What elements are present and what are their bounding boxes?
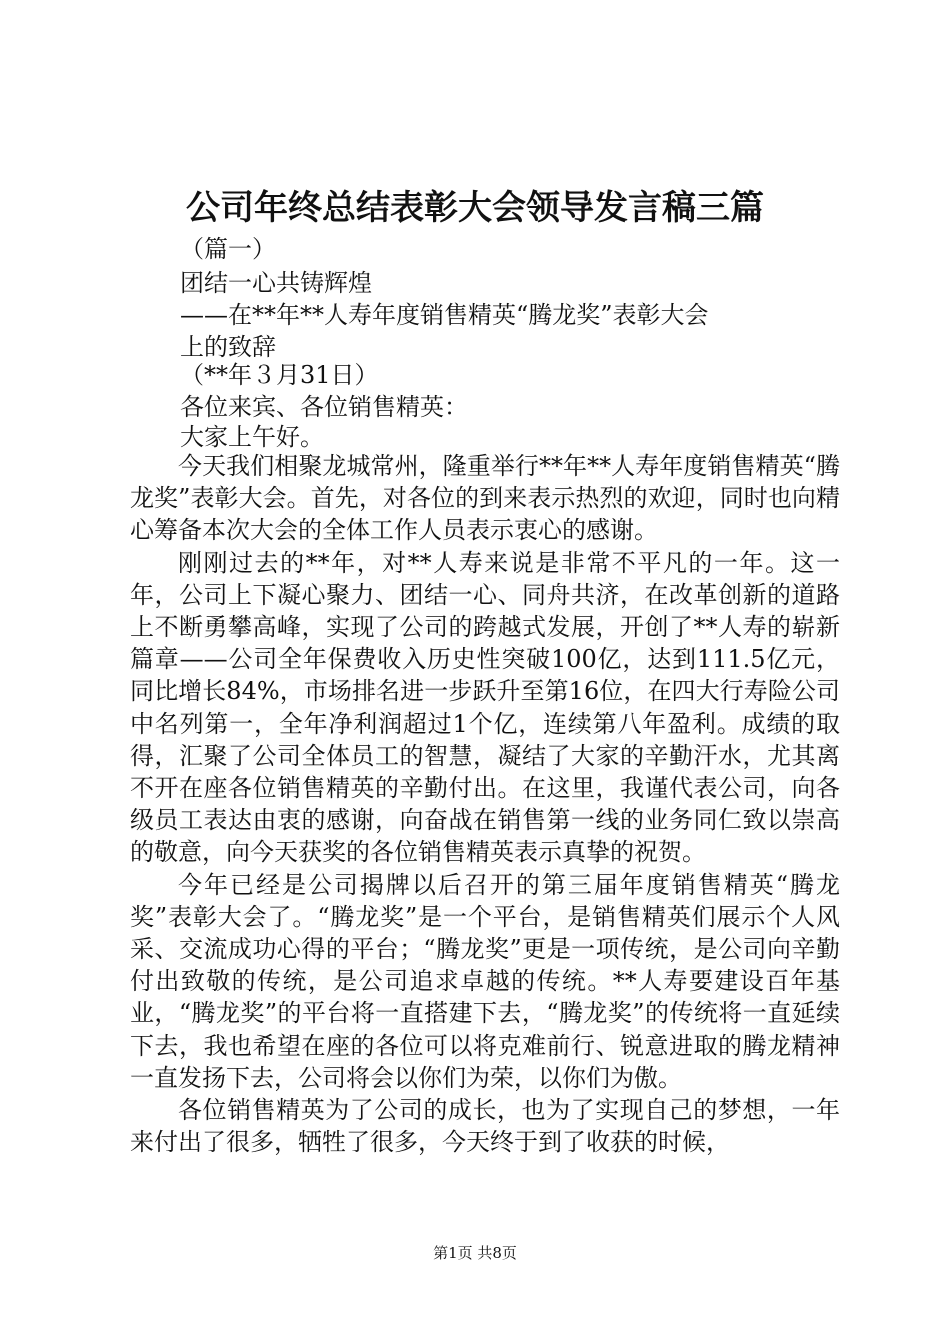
- salutation: 各位来宾、各位销售精英：: [180, 393, 468, 421]
- speech-title: 团结一心共铸辉煌: [180, 269, 372, 297]
- greeting: 大家上午好。: [180, 423, 324, 451]
- speech-subtitle-line-1: ——在**年**人寿年度销售精英“腾龙奖”表彰大会: [180, 301, 709, 329]
- paragraph: 今天我们相聚龙城常州，隆重举行**年**人寿年度销售精英“腾龙奖”表彰大会。首先，对各位的到来表示热烈的欢迎，同时也向精心筹备本次大会的全体工作人员表示衷心的感谢。: [130, 452, 840, 545]
- section-label: （篇一）: [180, 235, 276, 263]
- paragraph: 刚刚过去的**年，对**人寿来说是非常不平凡的一年。这一年，公司上下凝心聚力、团结一心、同舟共济，在改革创新的道路上不断勇攀高峰，实现了公司的跨越式发展，开创了**人寿的崭新篇章——公司全年保费收入历史性突破100亿，达到111.5亿元，同比增长84%，市场排名进一步跃升至第16位，在四大行寿险公司中名列第一，全年净利润超过1个亿，连续第八年盈利。成绩的取得，汇聚了公司全体员工的智慧，凝结了大家的辛勤汗水，尤其离不开在座各位销售精英的辛勤付出。在这里，我谨代表公司，向各级员工表达由衷的感谢，向奋战在销售第一线的业务同仁致以崇高的敬意，向今天获奖的各位销售精英表示真挚的祝贺。: [130, 548, 840, 867]
- paragraph: 各位销售精英为了公司的成长，也为了实现自己的梦想，一年来付出了很多，牺牲了很多，今天终于到了收获的时候，: [130, 1096, 840, 1157]
- speech-subtitle-line-2: 上的致辞: [180, 333, 276, 361]
- document-body: [130, 450, 840, 1158]
- page-footer: 第1页 共8页: [433, 1244, 517, 1262]
- speech-date: （**年３月31日）: [180, 361, 379, 389]
- paragraph: 今年已经是公司揭牌以后召开的第三届年度销售精英“腾龙奖”表彰大会了。“腾龙奖”是一个平台，是销售精英们展示个人风采、交流成功心得的平台；“腾龙奖”更是一项传统，是公司向辛勤付出致敬的传统，是公司追求卓越的传统。**人寿要建设百年基业，“腾龙奖”的平台将一直搭建下去，“腾龙奖”的传统将一直延续下去，我也希望在座的各位可以将克难前行、锐意进取的腾龙精神一直发扬下去，公司将会以你们为荣，以你们为傲。: [130, 870, 840, 1092]
- document-title: 公司年终总结表彰大会领导发言稿三篇: [186, 188, 764, 228]
